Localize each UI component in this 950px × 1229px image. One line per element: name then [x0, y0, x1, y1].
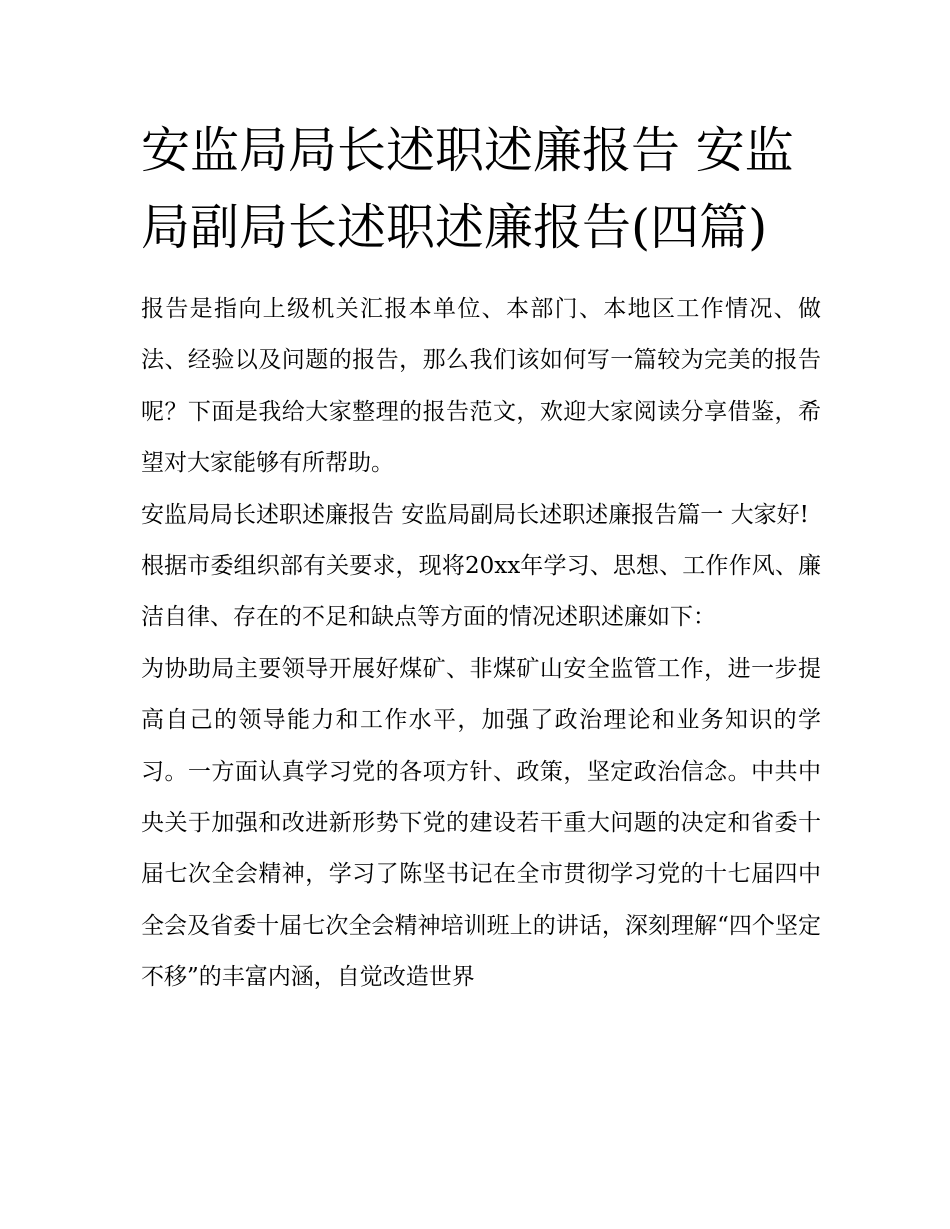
study-paragraph: 为协助局主要领导开展好煤矿、非煤矿山安全监管工作，进一步提高自己的领导能力和工作水平，加强了政治理论和业务知识的学习。一方面认真学习党的各项方针、政策，坚定政治信念。中共中央关于加强和改进新形势下党的建设若干重大问题的决定和省委十届七次全会精神，学习了陈坚书记在全市贯彻学习党的十七届四中全会及省委十届七次全会精神培训班上的讲话，深刻理解“四个坚定不移”的丰富内涵，自觉改造世界 [141, 655, 821, 991]
section-heading-paragraph: 安监局局长述职述廉报告 安监局副局长述职述廉报告篇一 大家好! [141, 501, 809, 528]
document-title: 安监局局长述职述廉报告 安监局副局长述职述廉报告(四篇) [141, 122, 794, 256]
intro-paragraph: 报告是指向上级机关汇报本单位、本部门、本地区工作情况、做法、经验以及问题的报告，那么我们该如何写一篇较为完美的报告呢？下面是我给大家整理的报告范文，欢迎大家阅读分享借鉴，希望对大家能够有所帮助。 [141, 296, 821, 477]
opening-paragraph: 根据市委组织部有关要求，现将20xx年学习、思想、工作作风、廉洁自律、存在的不足和缺点等方面的情况述职述廉如下： [141, 553, 821, 631]
document-body [141, 284, 820, 1004]
